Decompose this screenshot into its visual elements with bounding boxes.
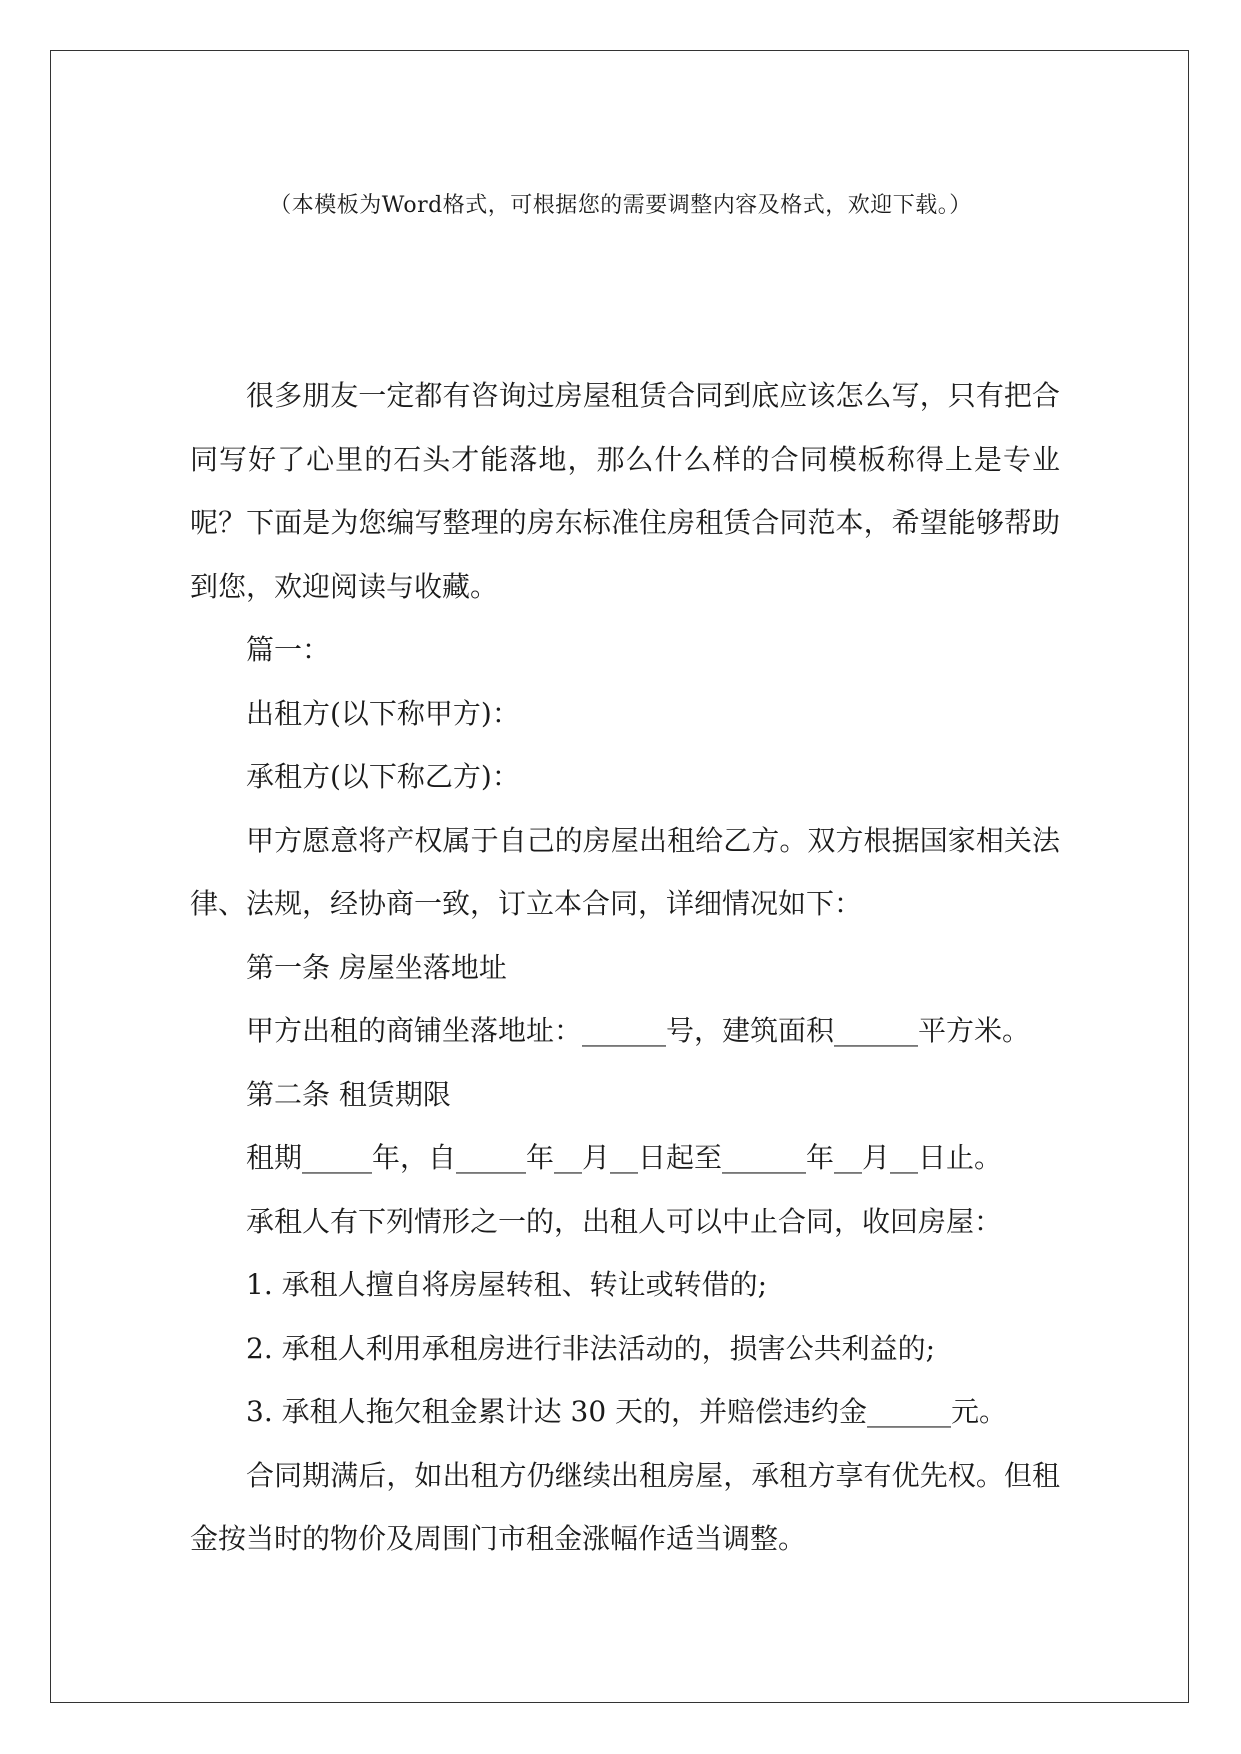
- property-address-line: 甲方出租的商铺坐落地址：______号，建筑面积______平方米。: [246, 1014, 1031, 1047]
- lessor-line: 出租方(以下称甲方)：: [246, 696, 520, 730]
- condition-item-2: 2. 承租人利用承租房进行非法活动的，损害公共利益的;: [246, 1331, 936, 1365]
- article-two-heading: 第二条 租赁期限: [246, 1077, 451, 1111]
- lease-term-line: 租期_____年，自_____年__月__日起至______年__月__日止。: [246, 1141, 1003, 1174]
- termination-conditions-line: 承租人有下列情形之一的，出租人可以中止合同，收回房屋：: [246, 1204, 1003, 1238]
- intro-paragraph: 很多朋友一定都有咨询过房屋租赁合同到底应该怎么写，只有把合同写好了心里的石头才能落地，那么什么样的合同模板称得上是专业呢？下面是为您编写整理的房东标准住房租赁合同范本，希望能够帮助到您，欢迎阅读与收藏。: [190, 379, 1060, 603]
- template-note: （本模板为Word格式，可根据您的需要调整内容及格式，欢迎下载。）: [269, 193, 972, 218]
- renewal-paragraph: 合同期满后，如出租方仍继续出租房屋，承租方享有优先权。但租金按当时的物价及周围门市租金涨幅作适当调整。: [190, 1458, 1060, 1555]
- lessee-line: 承租方(以下称乙方)：: [246, 760, 520, 793]
- condition-item-3: 3. 承租人拖欠租金累计达 30 天的，并赔偿违约金______元。: [246, 1395, 1008, 1428]
- section-heading-part-one: 篇一：: [246, 633, 331, 666]
- agreement-paragraph: 甲方愿意将产权属于自己的房屋出租给乙方。双方根据国家相关法律、法规，经协商一致，订立本合同，详细情况如下：: [190, 823, 1060, 920]
- article-one-heading: 第一条 房屋坐落地址: [246, 950, 507, 984]
- condition-item-1: 1. 承租人擅自将房屋转租、转让或转借的;: [246, 1268, 768, 1301]
- document-body: [190, 364, 1060, 1571]
